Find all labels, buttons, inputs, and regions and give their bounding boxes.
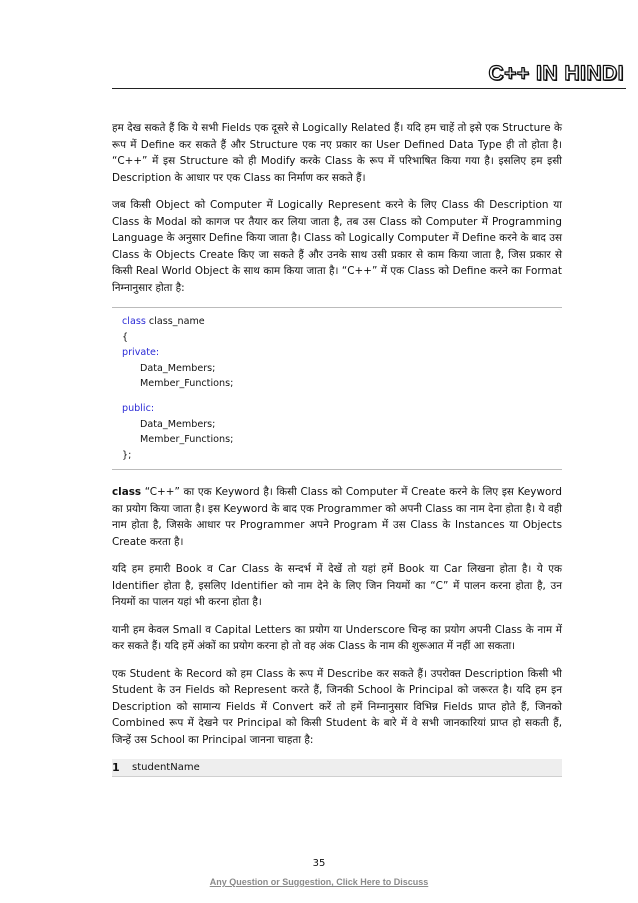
page-number: 35 — [312, 858, 326, 869]
header-divider — [112, 88, 626, 89]
code-line: Member_Functions; — [140, 434, 234, 446]
code-line: { — [122, 331, 129, 343]
document-body — [112, 120, 562, 777]
code-spacer — [122, 392, 562, 401]
list-item-text: studentName — [132, 761, 200, 773]
paragraph: हम देख सकते हैं कि ये सभी Fields एक दूसरे से Logically Related हैं। यदि हम चाहें तो इसे एक Structure के रूप में Define कर सकते हैं और Structure एक नए प्रकार का User Defined Data Type ही तो होता है। “C++” में इस Structure को ही Modify करके Class के रूप में परिभाषित किया गया है। इसलिए हम इसी Description के आधार पर एक Class का निर्माण कर सकते हैं। — [112, 122, 562, 184]
code-top-divider — [112, 307, 562, 308]
paragraph: एक Student के Record को हम Class के रूप में Describe कर सकते हैं। उपरोक्त Description किसी भी Student के उन Fields को Represent करते हैं, जिनकी School के Principal को जरूरत है। यदि हम इन Description को सामान्य Fields में Convert करें तो हमें निम्नानुसार विभिन्न Fields प्राप्त होते हैं, जिनको Combined रूप में देखने पर Principal को किसी Student के बारे में वे सभी जानकारियां प्राप्त हो सकती हैं, जिन्हें उस School का Principal जानना चाहता है: — [112, 667, 562, 746]
paragraph: यदि हम हमारी Book व Car Class के सन्दर्भ में देखें तो यहां हमें Book या Car लिखना होता है। ये एक Identifier होता है, इसलिए Identifier को नाम देने के लिए जिन नियमों का “C” में पालन करना होता है, उन नियमों का पालन यहां भी करना होता है। — [112, 563, 562, 609]
code-line: }; — [122, 449, 132, 461]
code-keyword: public: — [122, 402, 155, 414]
code-line: Data_Members; — [140, 418, 216, 430]
discuss-link[interactable]: Any Question or Suggestion, Click Here to Discuss — [209, 877, 429, 887]
paragraph: जब किसी Object को Computer में Logically Represent करने के लिए Class की Description या Class के Modal को कागज पर तैयार कर लिया जाता है, तब उस Class को Computer में Programming Language के अनुसार Define किया जाता है। Class को Logically Computer में Define करने के बाद उस Class के Objects Create किए जा सकते हैं और उनके साथ उसी प्रकार से काम किया जाता है, जिस प्रकार से किसी Real World Object के साथ काम किया जाता है। “C++” में एक Class को Define करने का Format निम्नानुसार होता है: — [112, 199, 562, 294]
paragraph-text: “C++” का एक Keyword है। किसी Class को Computer में Create करने के लिए इस Keyword का प्रयोग किया जाता है। इस Keyword के बाद एक Programmer को अपनी Class का नाम देना होता है। ये वही नाम होता है, जिसके आधार पर Programmer अपने Program में उस Class के Instances या Objects Create करता है। — [112, 486, 562, 548]
code-block — [112, 314, 562, 470]
code-line: Member_Functions; — [140, 378, 234, 390]
code-text: class_name — [145, 316, 205, 327]
code-keyword: private: — [122, 347, 160, 359]
header-title: C++ IN HINDI — [488, 62, 624, 85]
keyword-bold: class — [112, 486, 142, 499]
list-item — [112, 759, 562, 777]
code-line: Data_Members; — [140, 362, 216, 374]
paragraph — [112, 484, 562, 550]
list-item-number: 1 — [112, 760, 120, 774]
code-line — [122, 314, 562, 330]
paragraph: यानी हम केवल Small व Capital Letters का प्रयोग या Underscore चिन्ह का प्रयोग अपनी Class के नाम में कर सकते हैं। यदि हमें अंकों का प्रयोग करना हो तो वह अंक Class के नाम की शुरूआत में नहीं आ सकता। — [112, 623, 562, 653]
code-keyword: class — [122, 316, 146, 327]
